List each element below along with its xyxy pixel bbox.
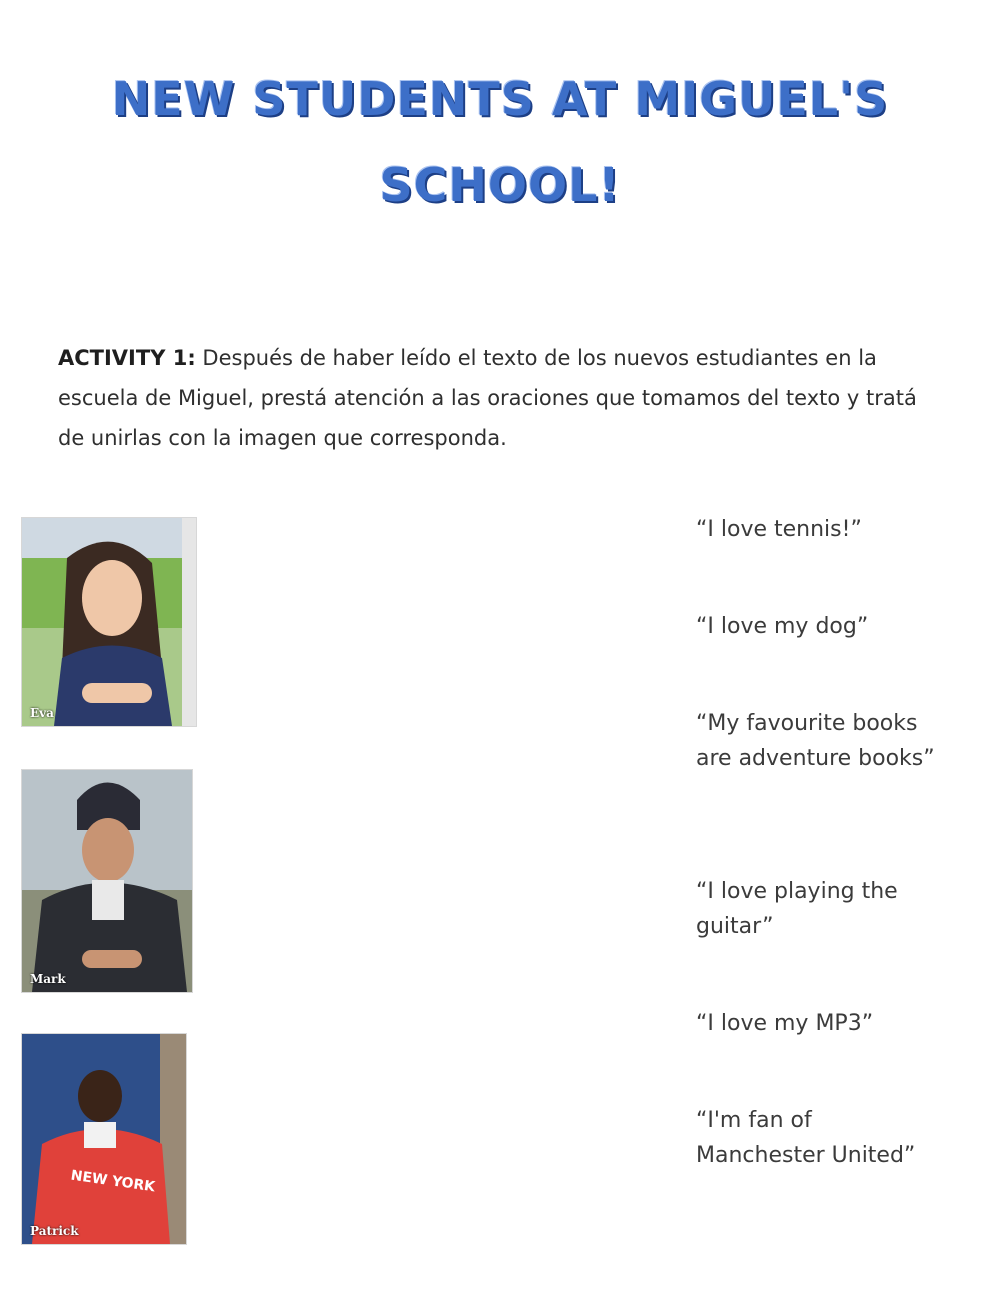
student-name-label: Eva <box>30 706 54 720</box>
mark-portrait <box>22 770 192 992</box>
student-photo-eva[interactable] <box>22 518 196 726</box>
eva-portrait <box>22 518 196 726</box>
quote-guitar: “I love playing the guitar” <box>696 879 898 939</box>
quote-mp3: “I love my MP3” <box>696 1011 874 1036</box>
student-name-label: Patrick <box>30 1224 79 1238</box>
student-photo-mark[interactable] <box>22 770 192 992</box>
svg-text:NEW YORK: NEW YORK <box>69 1167 156 1196</box>
quote-tennis: “I love tennis!” <box>696 517 862 542</box>
quote-dog: “I love my dog” <box>696 614 869 639</box>
student-name-label: Mark <box>30 972 66 986</box>
activity-text: Después de haber leído el texto de los nuevos estudiantes en la escuela de Miguel, prestá atención a las oraciones que tomamos del texto y tratá de unirlas con la imagen que corresponda. <box>58 346 917 450</box>
student-photo-patrick[interactable] <box>22 1034 186 1244</box>
title-line-1: NEW STUDENTS AT MIGUEL'S <box>111 72 889 126</box>
title-line-2: SCHOOL! <box>379 158 621 212</box>
patrick-portrait <box>22 1034 186 1244</box>
activity-instructions <box>58 338 948 458</box>
activity-label: ACTIVITY 1: <box>58 346 196 370</box>
quote-adventure-books: “My favourite books are adventure books” <box>696 711 935 771</box>
quote-manchester-united: “I'm fan of Manchester United” <box>696 1108 916 1168</box>
